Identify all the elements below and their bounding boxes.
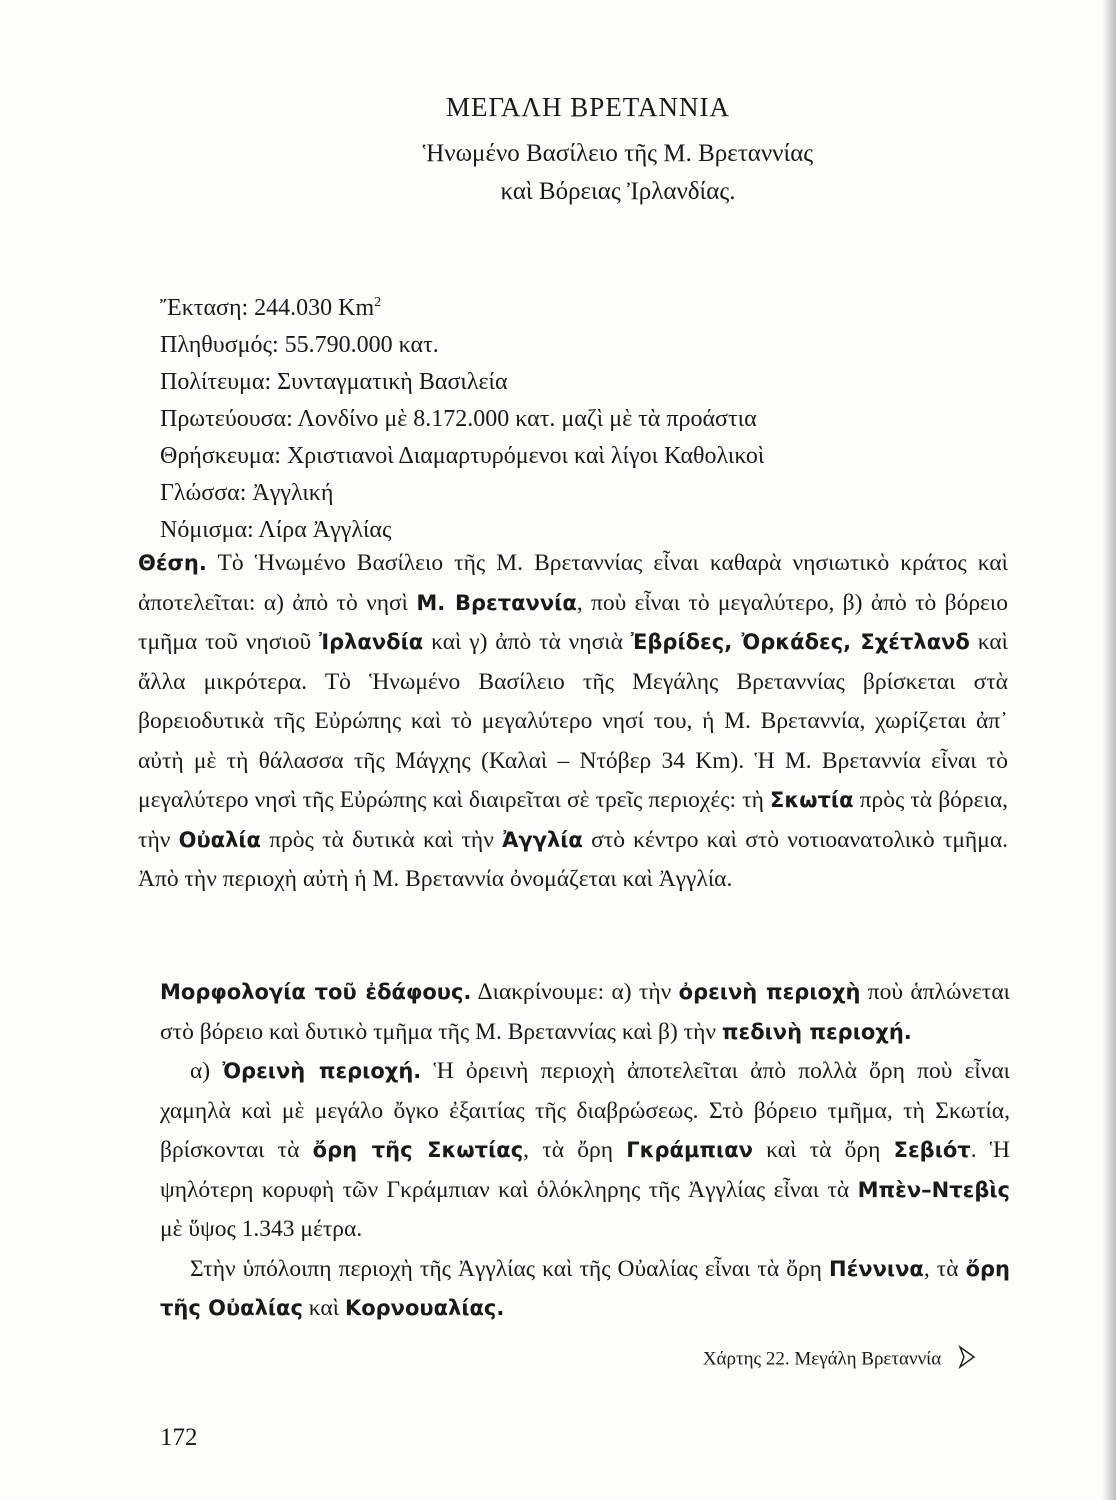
text-run: καὶ: [302, 1295, 345, 1321]
fact-population: Πληθυσμός: 55.790.000 κατ.: [160, 332, 439, 358]
text-run: ποὺ ἁπλώνεται στὸ βόρειο καὶ δυτικὸ τμῆμα τῆς Μ. Βρεταννίας καὶ β) τὴν: [160, 979, 1010, 1045]
subtitle-line-2: καὶ Βόρειας Ἰρλανδίας.: [500, 178, 736, 205]
fact-capital: Πρωτεύουσα: Λονδίνο μὲ 8.172.000 κατ. μαζὶ μὲ τὰ προάστια: [160, 406, 757, 432]
fact-religion: Θρήσκευμα: Χριστιανοὶ Διαμαρτυρόμενοι καὶ λίγοι Καθολικοὶ: [160, 443, 765, 469]
fact-language: Γλώσσα: Ἀγγλική: [160, 480, 334, 506]
text-run: καὶ ἄλλα μικρότερα. Τὸ Ἡνωμένο Βασίλειο τῆς Μεγάλης Βρεταννίας βρίσκεται στὰ βορειοδυτικὰ τῆς Εὐρώπης καὶ τὸ μεγαλύτερο νησί του, ἡ Μ. Βρεταννία, χωρίζεται ἀπ᾿ αὐτὴ μὲ τὴ θάλασσα τῆς Μάγχης (Καλαὶ – Ντόβερ 34 Km). Ἡ Μ. Βρεταννία εἶναι τὸ μεγαλύτερο νησὶ τῆς Εὐρώπης καὶ διαιρεῖται σὲ τρεῖς περιοχές: τὴ: [138, 629, 1008, 813]
section-position: [138, 544, 1008, 900]
fact-area-exponent: 2: [374, 295, 382, 310]
morphology-paragraph-1: [160, 973, 1010, 1052]
text-run: στὸ κέντρο καὶ στὸ νοτιοανατολικὸ τμῆμα. Ἀπὸ τὴν περιοχὴ αὐτὴ ἡ Μ. Βρεταννία ὀνομάζεται καὶ Ἀγγλία.: [138, 826, 1009, 892]
morphology-heading: Μορφολογία τοῦ ἐδάφους.: [160, 980, 472, 1004]
keyword: Γκράμπιαν: [626, 1138, 753, 1162]
keyword: ὄρη τῆς Οὐαλίας: [160, 1256, 1010, 1320]
text-run: Ἡ ὀρεινὴ περιοχὴ ἀποτελεῖται ἀπὸ πολλὰ ὄρη ποὺ εἶναι χαμηλὰ καὶ μὲ μεγάλο ὄγκο ἐξαιτίας τῆς διαβρώσεως. Στὸ βόρειο τμῆμα, τὴ Σκωτία, βρίσκονται τὰ: [160, 1058, 1011, 1163]
fact-area-label: Ἔκταση:: [160, 295, 249, 321]
text-run: Τὸ Ἡνωμένο Βασίλειο τῆς Μ. Βρεταννίας εἶναι καθαρὰ νησιωτικὸ κράτος καὶ ἀποτελεῖται: α) ἀπὸ τὸ νησὶ: [138, 550, 1008, 616]
keyword: Ἀγγλία: [502, 827, 583, 852]
page-title: ΜΕΓΑΛΗ ΒΡΕΤΑΝΝΙΑ: [445, 92, 731, 122]
fact-area: [160, 290, 960, 327]
keyword: Κορνουαλίας.: [344, 1296, 505, 1320]
keyword: Ἰρλανδία: [318, 630, 424, 654]
text-run: , ποὺ εἶναι τὸ μεγαλύτερο, β) ἀπὸ τὸ βόρειο τμῆμα τοῦ νησιοῦ: [138, 589, 1008, 655]
fact-government: Πολίτευμα: Συνταγματικὴ Βασιλεία: [160, 369, 508, 395]
fact-area-value: 244.030 Km: [254, 295, 375, 321]
keyword: Πέννινα: [829, 1256, 924, 1281]
fact-currency: Νόμισμα: Λίρα Ἀγγλίας: [160, 517, 392, 543]
text-run: α): [190, 1058, 223, 1084]
morphology-paragraph-2: [160, 1052, 1010, 1250]
position-heading: Θέση.: [138, 551, 207, 575]
text-run: πρὸς τὰ δυτικὰ καὶ τὴν: [260, 826, 503, 853]
keyword: πεδινὴ περιοχή.: [721, 1019, 912, 1044]
keyword: Οὐαλία: [178, 827, 261, 852]
keyword: Μπὲν–Ντεβὶς: [857, 1177, 1010, 1202]
text-run: . Ἡ ψηλότερη κορυφὴ τῶν Γκράμπιαν καὶ ὁλόκληρης τῆς Ἀγγλίας εἶναι τὰ: [160, 1137, 1011, 1203]
subheading: Ὀρεινὴ περιοχή.: [222, 1059, 422, 1083]
keyword: ὀρεινὴ περιοχὴ: [678, 980, 861, 1004]
morphology-paragraph-3: [160, 1250, 1010, 1329]
arrow-right-icon: [956, 1345, 978, 1375]
text-run: Στὴν ὑπόλοιπη περιοχὴ τῆς Ἀγγλίας καὶ τῆς Οὐαλίας εἶναι τὰ ὄρη: [190, 1255, 830, 1282]
text-run: πρὸς τὰ βόρεια, τὴν: [138, 787, 1009, 853]
keyword: Σκωτία: [769, 788, 854, 812]
text-run: , τὰ: [923, 1255, 966, 1282]
keyword: Μ. Βρεταννία: [416, 590, 577, 615]
map-caption: [703, 1345, 978, 1375]
page-edge-shadow: [1102, 0, 1116, 1500]
keyword: Σεβιότ: [893, 1138, 971, 1162]
country-facts: [160, 290, 960, 549]
position-paragraph: [138, 544, 1008, 900]
text-run: Διακρίνουμε: α) τὴν: [471, 979, 679, 1005]
text-run: , τὰ ὄρη: [523, 1137, 627, 1163]
text-run: μὲ ὕψος 1.343 μέτρα.: [160, 1216, 363, 1242]
section-morphology: [160, 973, 1010, 1329]
map-caption-text: Χάρτης 22. Μεγάλη Βρεταννία: [702, 1348, 942, 1370]
page-number: 172: [160, 1424, 198, 1451]
subtitle-line-1: Ἡνωμένο Βασίλειο τῆς Μ. Βρεταννίας: [422, 140, 814, 167]
text-run: καὶ τὰ ὄρη: [752, 1137, 894, 1163]
keyword: ὄρη τῆς Σκωτίας: [312, 1138, 524, 1162]
keyword: Ἐβρίδες, Ὀρκάδες, Σχέτλανδ: [630, 630, 970, 654]
text-run: καὶ γ) ἀπὸ τὰ νησιὰ: [423, 629, 631, 655]
